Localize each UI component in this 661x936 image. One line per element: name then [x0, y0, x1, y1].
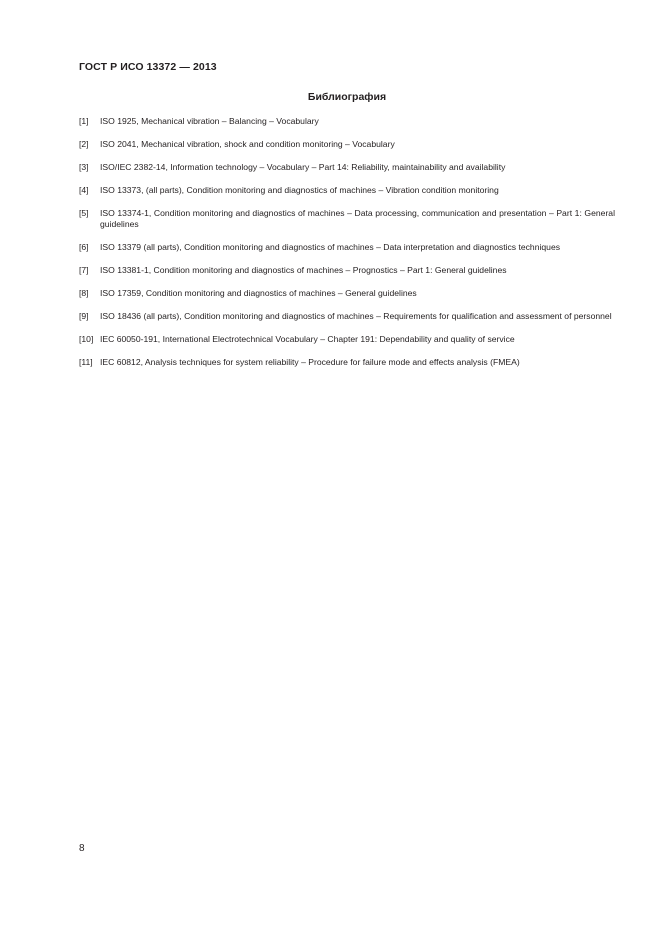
bibliography-entry: [79, 265, 615, 276]
reference-text: IEC 60050-191, International Electrotechnical Vocabulary – Chapter 191: Dependability and quality of service: [100, 334, 515, 344]
reference-number: [6]: [79, 242, 89, 252]
reference-text: ISO 13381-1, Condition monitoring and diagnostics of machines – Prognostics – Part 1: General guidelines: [100, 265, 507, 275]
bibliography-entry: [79, 208, 615, 230]
bibliography-entry: [79, 334, 615, 345]
bibliography-entry: [79, 311, 615, 322]
reference-number: [8]: [79, 288, 89, 298]
bibliography-entry: [79, 288, 615, 299]
reference-text: ISO/IEC 2382-14, Information technology – Vocabulary – Part 14: Reliability, maintainability and availability: [100, 162, 506, 172]
reference-text: ISO 17359, Condition monitoring and diagnostics of machines – General guidelines: [100, 288, 417, 298]
bibliography-entry: [79, 116, 615, 127]
bibliography-list: [79, 116, 615, 380]
reference-number: [2]: [79, 139, 89, 149]
reference-text: ISO 1925, Mechanical vibration – Balancing – Vocabulary: [100, 116, 319, 126]
bibliography-entry: [79, 139, 615, 150]
reference-number: [4]: [79, 185, 89, 195]
bibliography-entry: [79, 162, 615, 173]
bibliography-title: Библиография: [307, 91, 387, 103]
reference-text: IEC 60812, Analysis techniques for system reliability – Procedure for failure mode and effects analysis (FMEA): [100, 357, 520, 367]
reference-number: [5]: [79, 208, 89, 218]
reference-text: ISO 2041, Mechanical vibration, shock and condition monitoring – Vocabulary: [100, 139, 395, 149]
reference-number: [11]: [79, 357, 93, 367]
reference-number: [9]: [79, 311, 89, 321]
document-header: ГОСТ Р ИСО 13372 — 2013: [79, 61, 217, 73]
bibliography-entry: [79, 357, 615, 368]
reference-text: ISO 13373, (all parts), Condition monitoring and diagnostics of machines – Vibration condition monitoring: [100, 185, 499, 195]
bibliography-entry: [79, 242, 615, 253]
reference-text: ISO 13379 (all parts), Condition monitoring and diagnostics of machines – Data interpretation and diagnostics techniques: [100, 242, 561, 252]
page-number: 8: [79, 843, 85, 854]
reference-text: ISO 18436 (all parts), Condition monitoring and diagnostics of machines – Requirements for qualification and assessment of personnel: [100, 311, 612, 321]
reference-number: [10]: [79, 334, 94, 344]
reference-number: [1]: [79, 116, 89, 126]
reference-number: [7]: [79, 265, 89, 275]
reference-text: ISO 13374-1, Condition monitoring and diagnostics of machines – Data processing, communication and presentation – Part 1: General guidelines: [100, 208, 615, 229]
reference-number: [3]: [79, 162, 89, 172]
bibliography-entry: [79, 185, 615, 196]
